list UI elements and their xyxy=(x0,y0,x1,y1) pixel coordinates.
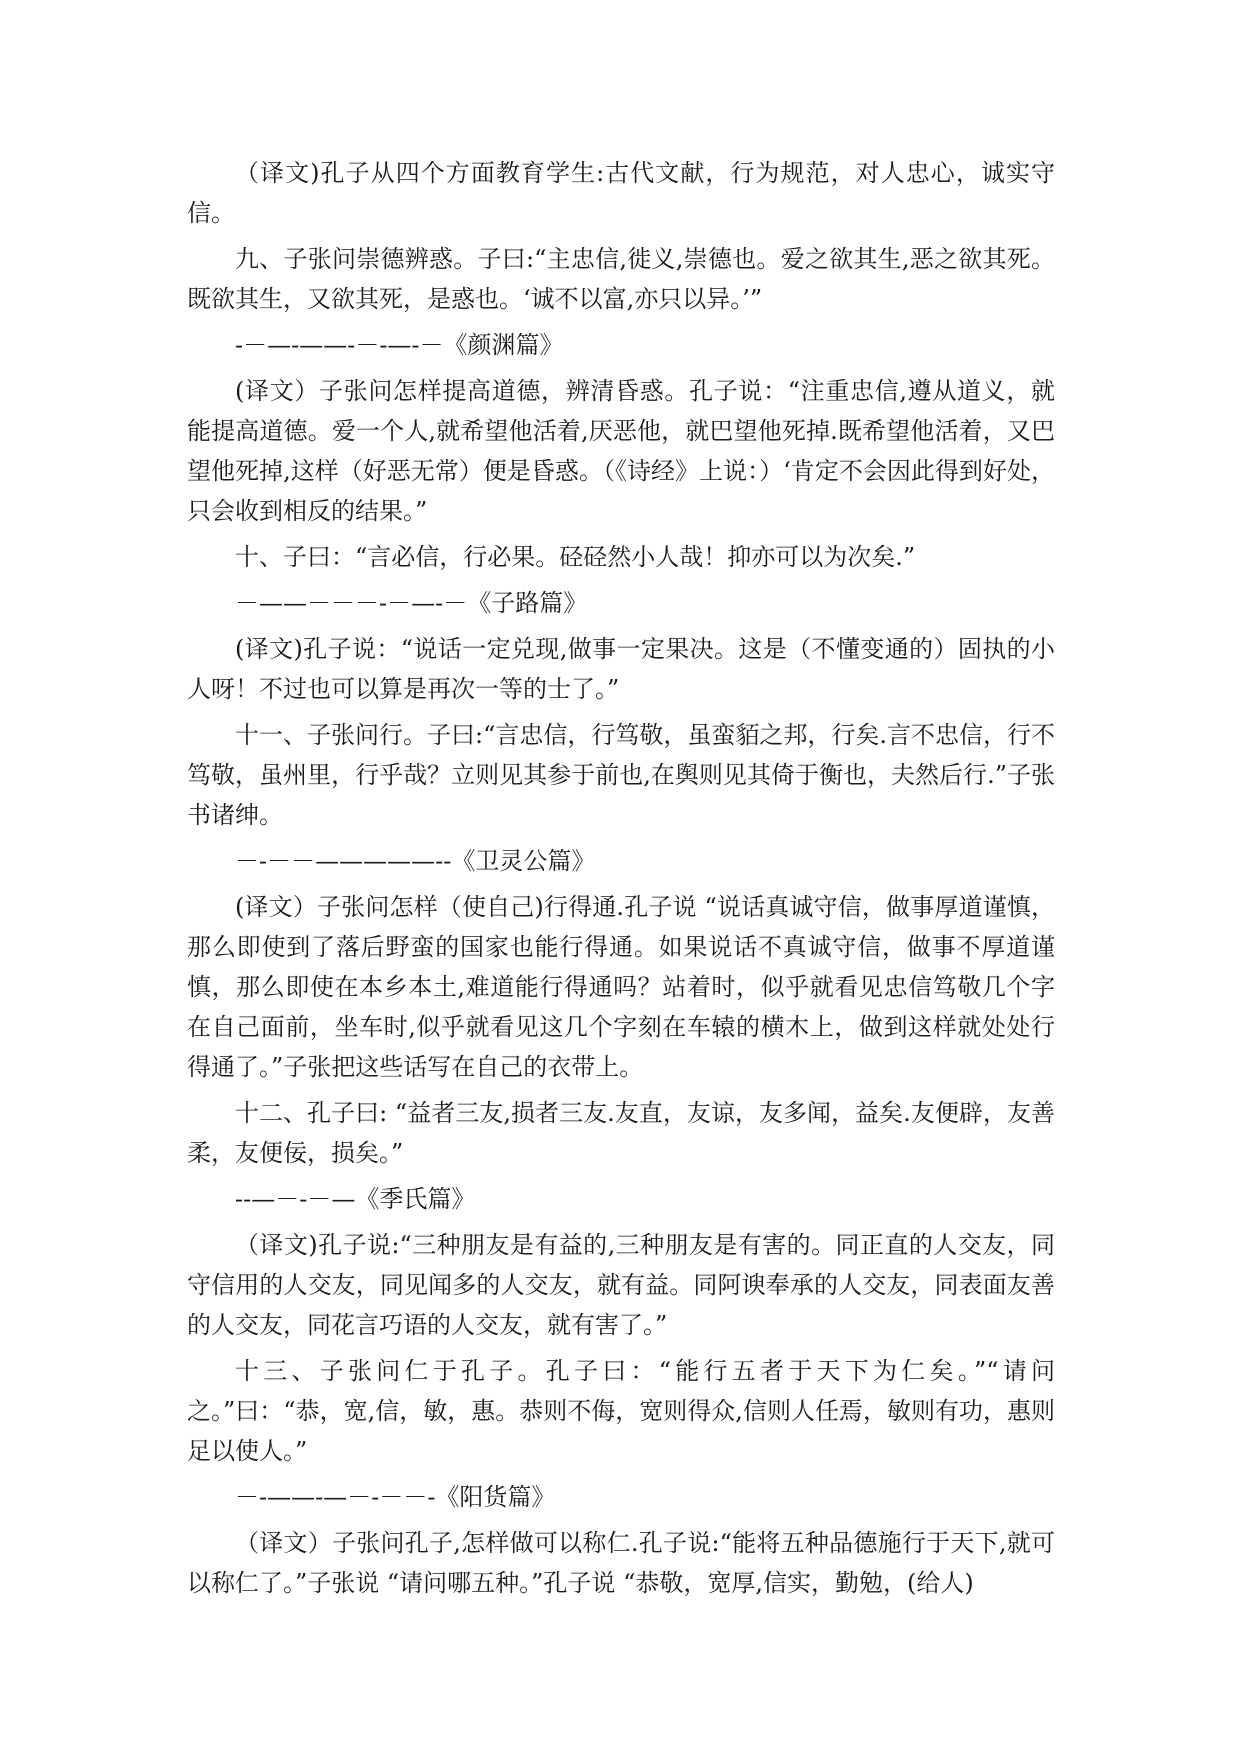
paragraph: （译文)孔子说:“三种朋友是有益的,三种朋友是有害的。同正直的人交友，同守信用的人交友，同见闻多的人交友，就有益。同阿谀奉承的人交友，同表面友善的人交友，同花言巧语的人交友，就有害了。” xyxy=(187,1231,1055,1339)
paragraph: 十、子曰：“言必信，行必果。硁硁然小人哉！抑亦可以为次矣.” xyxy=(235,543,916,571)
paragraph: (译文）子张问怎样（使自己)行得通.孔子说 “说话真诚守信，做事厚道谨慎，那么即使到了落后野蛮的国家也能行得通。如果说话不真诚守信，做事不厚道谨慎，那么即使在本乡本土,难道能行得通吗？站着时，似乎就看见忠信笃敬几个字在自己面前，坐车时,似乎就看见这几个字刻在车辕的横木上，做到这样就处处行得通了。”子张把这些话写在自己的衣带上。 xyxy=(187,893,1055,1081)
paragraph: 十二、孔子曰: “益者三友,损者三友.友直，友谅，友多闻，益矣.友便辟，友善柔，友便佞，损矣。” xyxy=(187,1099,1055,1167)
paragraph: 十三、子张问仁于孔子。孔子曰：“能行五者于天下为仁矣。”“请问之。”曰：“恭，宽,信，敏，惠。恭则不侮，宽则得众,信则人任焉，敏则有功，惠则足以使人。” xyxy=(187,1357,1055,1465)
source-attribution: －-——-—－-－－-《阳货篇》 xyxy=(235,1483,556,1511)
paragraph: 十一、子张问行。子曰:“言忠信，行笃敬，虽蛮貊之邦，行矣.言不忠信，行不笃敬，虽州里，行乎哉？立则见其参于前也,在舆则见其倚于衡也，夫然后行.”子张书诸绅。 xyxy=(187,721,1055,829)
paragraph: （译文）子张问孔子,怎样做可以称仁.孔子说:“能将五种品德施行于天下,就可以称仁了。”子张说 “请问哪五种。”孔子说 “恭敬，宽厚,信实，勤勉，(给人) xyxy=(187,1529,1055,1597)
source-attribution: －-－－—————--《卫灵公篇》 xyxy=(235,847,596,875)
document-body xyxy=(187,153,1055,1609)
paragraph: (译文）子张问怎样提高道德，辨清昏惑。孔子说：“注重忠信,遵从道义，就能提高道德。爱一个人,就希望他活着,厌恶他，就巴望他死掉.既希望他活着，又巴望他死掉,这样（好恶无常）便是昏惑。（《诗经》上说：）‘肯定不会因此得到好处，只会收到相反的结果。” xyxy=(187,377,1055,525)
paragraph: 九、子张问崇德辨惑。子曰:“主忠信,徙义,崇德也。爱之欲其生,恶之欲其死。既欲其生，又欲其死，是惑也。‘诚不以富,亦只以异。’” xyxy=(187,245,1055,313)
paragraph: (译文)孔子说：“说话一定兑现,做事一定果决。这是（不懂变通的）固执的小人呀！不过也可以算是再次一等的士了。” xyxy=(187,635,1055,703)
paragraph: （译文)孔子从四个方面教育学生:古代文献，行为规范，对人忠心，诚实守信。 xyxy=(187,159,1055,227)
source-attribution: --—－-－—《季氏篇》 xyxy=(235,1185,476,1213)
source-attribution: -－—-——-－-—-－《颜渊篇》 xyxy=(235,331,564,359)
source-attribution: －——－－－-－—-－《子路篇》 xyxy=(235,589,588,617)
